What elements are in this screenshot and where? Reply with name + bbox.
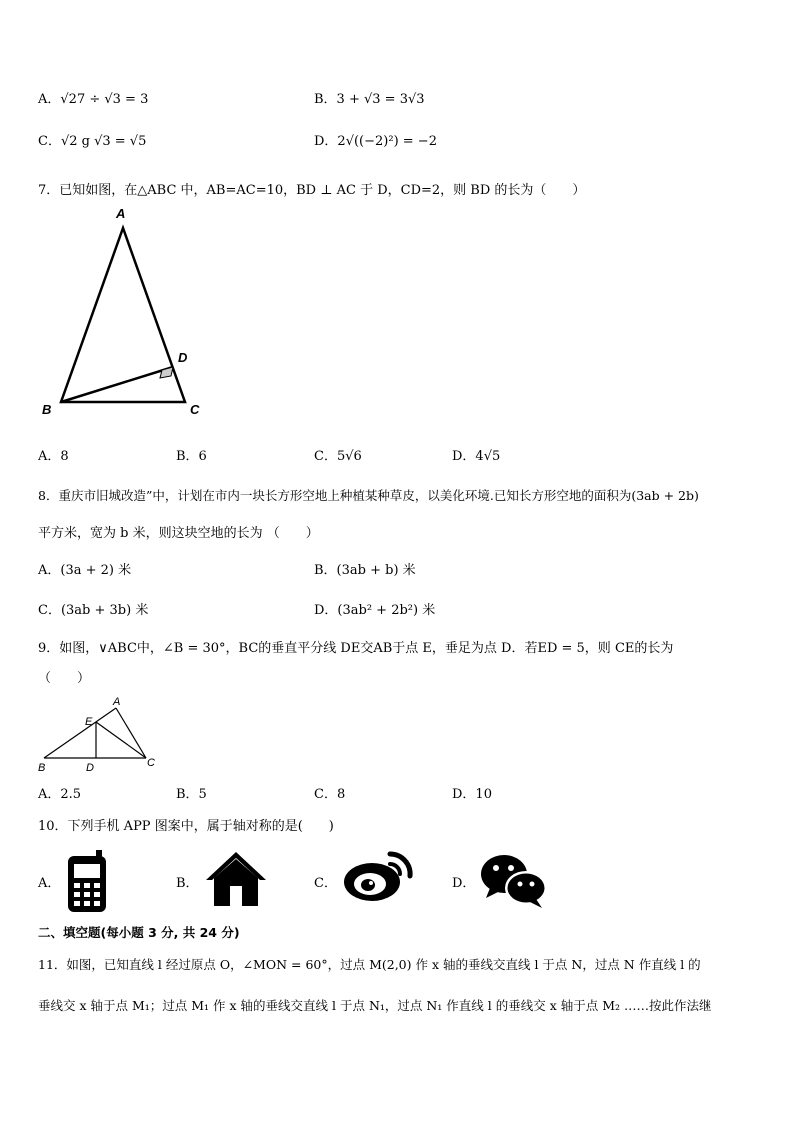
q7-right-angle-mark bbox=[160, 367, 173, 378]
q9-triangle-figure bbox=[34, 694, 164, 776]
q7-segment-bd bbox=[61, 367, 173, 402]
q9-option-d: D．10 bbox=[452, 787, 492, 802]
q7-option-c: C．5√6 bbox=[314, 449, 362, 464]
q9-option-b: B．5 bbox=[176, 787, 207, 802]
q9-label-c: C bbox=[147, 757, 155, 769]
q9-label-a: A bbox=[113, 696, 121, 708]
q8-options-row-1 bbox=[38, 559, 758, 581]
q10-option-a: A． bbox=[38, 876, 61, 891]
q6-options-row-1 bbox=[38, 88, 758, 110]
q9-option-c: C．8 bbox=[314, 787, 346, 802]
q9-label-e: E bbox=[85, 716, 93, 728]
q9-label-d: D bbox=[86, 762, 94, 774]
q11-stem-line-2: 垂线交 x 轴于点 M₁；过点 M₁ 作 x 轴的垂线交直线 l 于点 N₁，过点 N₁ 作直线 l 的垂线交 x 轴于点 M₂ ……按此作法继 bbox=[38, 998, 712, 1013]
q10-option-d: D． bbox=[452, 876, 476, 891]
q8-option-d: D．(3ab² + 2b²) 米 bbox=[314, 603, 436, 618]
q7-label-b: B bbox=[42, 402, 52, 417]
q7-stem: 7．已知如图，在△ABC 中，AB=AC=10，BD ⊥ AC 于 D，CD=2，则 BD 的长为（ ） bbox=[38, 183, 586, 198]
q8-option-b: B．(3ab + b) 米 bbox=[314, 563, 416, 578]
q7-options bbox=[38, 445, 758, 467]
q7-option-d: D．4√5 bbox=[452, 449, 501, 464]
q8-option-c: C．(3ab + 3b) 米 bbox=[38, 603, 149, 618]
q7-triangle-figure bbox=[30, 200, 210, 422]
q7-label-d: D bbox=[178, 350, 188, 365]
q7-label-c: C bbox=[190, 402, 200, 417]
q7-option-a: A．8 bbox=[38, 449, 69, 464]
q9-segment-ba bbox=[44, 708, 116, 758]
q9-stem-line-1: 9．如图，∨ABC中，∠B = 30°，BC的垂直平分线 DE交AB于点 E，垂足为点 D．若ED = 5，则 CE的长为 bbox=[38, 641, 674, 656]
q6-option-a: A．√27 ÷ √3 = 3 bbox=[38, 92, 149, 107]
q11-stem-line-1: 11．如图，已知直线 l 经过原点 O，∠MON = 60°，过点 M(2,0) 作 x 轴的垂线交直线 l 于点 N，过点 N 作直线 l 的 bbox=[38, 957, 701, 972]
q9-stem-line-2: （ ） bbox=[38, 671, 91, 686]
weibo-icon bbox=[342, 846, 416, 904]
q8-stem-line-1: 8．重庆市旧城改造”中，计划在市内一块长方形空地上种植某种草皮，以美化环境.已知长方形空地的面积为(3ab + 2b) bbox=[38, 488, 699, 503]
q9-option-a: A．2.5 bbox=[38, 787, 82, 802]
q10-stem: 10．下列手机 APP 图案中，属于轴对称的是( ) bbox=[38, 819, 334, 834]
q6-option-b: B．3 + √3 = 3√3 bbox=[314, 92, 425, 107]
q9-label-b: B bbox=[38, 762, 46, 774]
q9-options bbox=[38, 783, 758, 805]
q10-option-c: C． bbox=[314, 876, 337, 891]
section-2-title: 二、填空题(每小题 3 分, 共 24 分) bbox=[38, 925, 240, 940]
q9-segment-ce bbox=[96, 722, 146, 758]
q6-options-row-2 bbox=[38, 130, 758, 152]
q6-option-c: C．√2 g √3 = √5 bbox=[38, 134, 147, 149]
wechat-icon bbox=[480, 852, 548, 910]
q7-label-a: A bbox=[116, 206, 126, 221]
q8-option-a: A．(3a + 2) 米 bbox=[38, 563, 132, 578]
q10-option-b: B． bbox=[176, 876, 199, 891]
phone-icon bbox=[66, 850, 110, 914]
q9-segment-ac bbox=[116, 708, 146, 758]
q8-stem-line-2: 平方米，宽为 b 米，则这块空地的长为 （ ） bbox=[38, 526, 319, 541]
q6-option-d: D．2√((−2)²) = −2 bbox=[314, 134, 437, 149]
home-icon bbox=[204, 850, 268, 908]
q7-option-b: B．6 bbox=[176, 449, 207, 464]
q8-options-row-2 bbox=[38, 599, 758, 621]
